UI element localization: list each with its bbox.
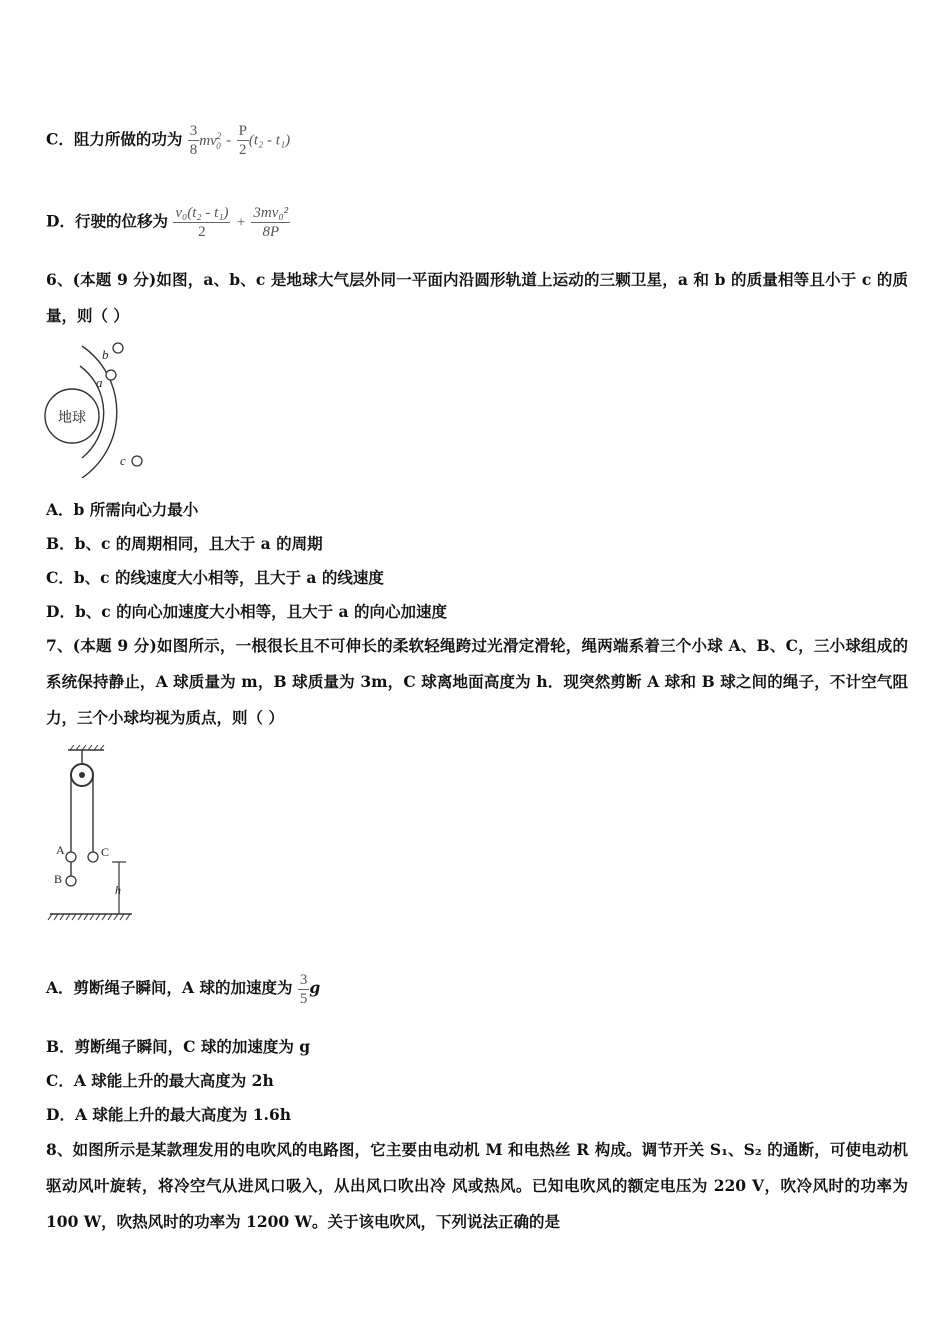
satellite-a [106,370,116,380]
label-c: c [120,453,126,468]
ball-A [66,852,76,862]
q5-c-fraction-2 [237,122,249,159]
label-B: B [54,872,63,886]
unit-g: g [309,978,321,997]
label-b: b [102,347,109,362]
q7-a-fraction [298,971,310,1008]
fraction-numerator: 3 [189,123,198,139]
q6-option-b: B．b、c 的周期相同，且大于 a 的周期 [46,534,323,553]
ball-B [66,876,76,886]
q5-c-fraction-1 [188,122,200,159]
q8-stem: 8、如图所示是某款理发用的电吹风的电路图，它主要由电动机 M 和电热丝 R 构成。调节开关 S₁、S₂ 的通断，可使电动机驱动风叶旋转，将冷空气从进风口吸入，从出风口吹出冷 风或热风。已知电吹风的额定电压为 220 V，吹冷风时的功率为 100 W，吹热风时的功率为 1200 W。关于该电吹风，下列说法正确的是 [46,1140,908,1231]
ball-C [88,852,98,862]
q7-pulley-figure [46,744,146,924]
q6-option-d: D．b、c 的向心加速度大小相等，且大于 a 的向心加速度 [46,602,447,621]
fraction-numerator: v₀(t₂ - t₁) [175,205,229,221]
pulley-axle [79,772,85,778]
fraction-numerator: 3 [299,971,308,988]
q5-d-fraction-1 [173,204,230,241]
q6-option-c: C．b、c 的线速度大小相等，且大于 a 的线速度 [46,568,384,587]
plus-sign: + [235,214,247,231]
fraction-denominator: 5 [299,990,308,1007]
fraction-denominator: 8 [189,142,198,158]
q7-option-d: D．A 球能上升的最大高度为 1.6h [46,1105,291,1124]
fraction-numerator: 3mv₀² [253,205,289,221]
earth-label: 地球 [58,410,86,426]
fraction-denominator: 8P [262,224,280,240]
ground-hatch [48,914,130,920]
q6-satellite-figure [42,338,172,478]
label-C: C [101,845,110,859]
fraction-numerator: P [238,123,247,139]
q5-option-c [46,122,290,159]
q7-option-c: C．A 球能上升的最大高度为 2h [46,1071,274,1090]
q6-stem: 6、(本题 9 分)如图，a、b、c 是地球大气层外同一平面内沿圆形轨道上运动的三颗卫星，a 和 b 的质量相等且小于 c 的质量，则（ ） [46,270,908,325]
ceiling-hatch [70,745,104,750]
q6-option-a: A．b 所需向心力最小 [46,500,199,519]
fraction-denominator: 2 [198,224,206,240]
q5-c-term-1: $mv^2_0$ [199,130,222,151]
q5-c-term-2: (t₂ - t₁) [248,132,291,149]
q5-option-c-label: C．阻力所做的功为 [46,129,183,149]
q7-option-b: B．剪断绳子瞬间，C 球的加速度为 g [46,1037,311,1056]
fraction-denominator: 2 [238,142,247,158]
q7-stem: 7、(本题 9 分)如图所示，一根很长且不可伸长的柔软轻绳跨过光滑定滑轮，绳两端系着三个小球 A、B、C，三小球组成的系统保持静止，A 球质量为 m，B 球质量为 3m，C 球离地面高度为 h．现突然剪断 A 球和 B 球之间的绳子，不计空气阻力，三个小球均视为质点，则（ ） [46,636,908,727]
satellite-b [113,343,123,353]
q7-option-a [46,966,320,1010]
q7-option-a-label: A．剪断绳子瞬间，A 球的加速度为 [46,978,293,997]
satellite-c [132,456,142,466]
q5-option-d-label: D．行驶的位移为 [46,211,168,231]
label-a: a [96,375,103,390]
label-h: h [115,883,121,897]
minus-sign: - [226,132,232,149]
q5-option-d [46,204,290,241]
q5-d-fraction-2 [251,204,290,241]
label-A: A [56,843,65,857]
